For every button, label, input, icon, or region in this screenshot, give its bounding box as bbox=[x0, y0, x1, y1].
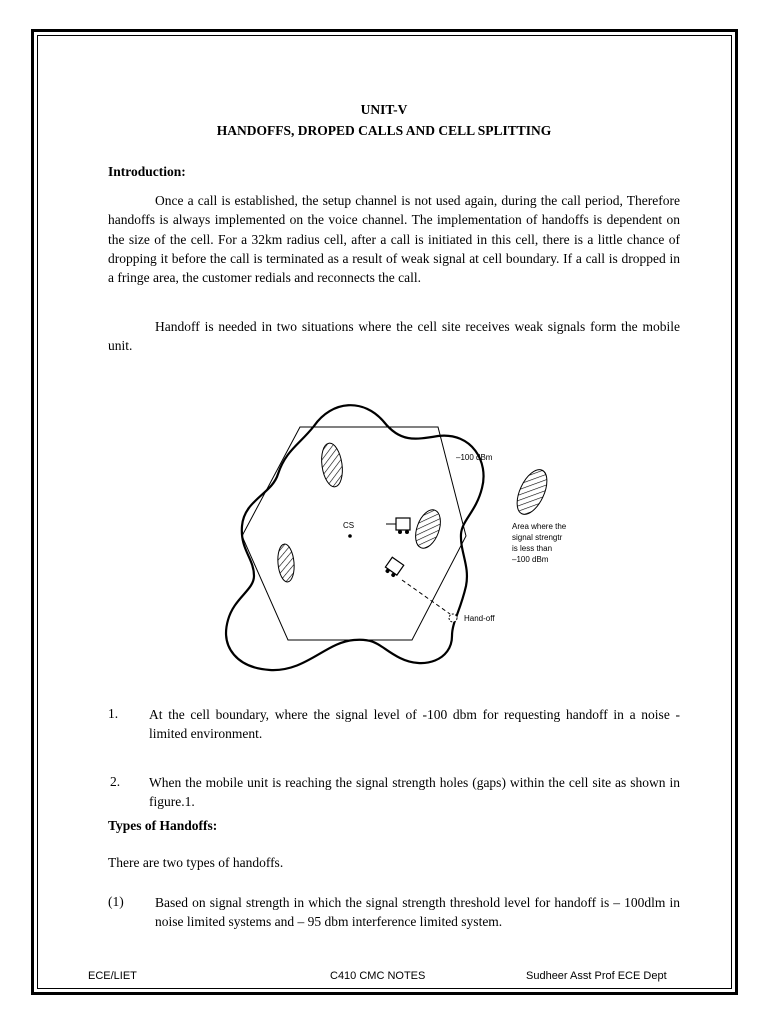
cell-site-dot bbox=[348, 534, 352, 538]
signal-hole-1 bbox=[319, 442, 345, 488]
signal-hole-3 bbox=[276, 543, 295, 582]
types-intro: There are two types of handoffs. bbox=[108, 855, 284, 870]
label-area-4: –100 dBm bbox=[512, 555, 549, 564]
unit-title: UNIT-V bbox=[360, 102, 408, 117]
label-cs: CS bbox=[343, 521, 355, 530]
types-heading: Types of Handoffs: bbox=[108, 818, 218, 833]
vehicle-icon-2 bbox=[383, 557, 404, 578]
handoff-figure bbox=[214, 390, 574, 680]
vehicle-icon-1 bbox=[386, 518, 410, 534]
situation-1-number: 1. bbox=[108, 706, 119, 721]
handoff-need-paragraph: Handoff is needed in two situations where the cell site receives weak signals form the mobile unit. bbox=[108, 319, 680, 354]
handoff-point bbox=[449, 614, 457, 622]
movement-path bbox=[402, 580, 450, 614]
chapter-title: HANDOFFS, DROPED CALLS AND CELL SPLITTING bbox=[216, 123, 552, 138]
introduction-paragraph: Once a call is established, the setup channel is not used again, during the call period, Therefore handoffs is always implemented on the voice channel. The implementation of handoffs is dependent on the size of the cell. For a 32km radius cell, after a call is initiated in this cell, there is a little chance of dropping it before the call is terminated as a result of weak signal at cell boundary. If a call is dropped in a fringe area, the customer redials and reconnects the call. bbox=[108, 193, 680, 286]
label-dbm: –100 dBm bbox=[456, 453, 493, 462]
situation-2-number: 2. bbox=[110, 774, 121, 789]
footer-left: ECE/LIET bbox=[88, 970, 137, 982]
type-1-text: Based on signal strength in which the signal strength threshold level for handoff is – 100dlm in noise limited systems and – 95 dbm interference limited system. bbox=[155, 895, 680, 930]
situation-2-text: When the mobile unit is reaching the signal strength holes (gaps) within the cell site as shown in figure.1. bbox=[149, 775, 680, 810]
label-area-2: signal strengtr bbox=[512, 533, 563, 542]
signal-contour bbox=[226, 405, 483, 670]
introduction-heading: Introduction: bbox=[108, 164, 186, 179]
type-1-number: (1) bbox=[108, 894, 124, 909]
footer-center: C410 CMC NOTES bbox=[330, 970, 426, 982]
footer-right: Sudheer Asst Prof ECE Dept bbox=[526, 970, 667, 982]
signal-hole-2 bbox=[411, 506, 445, 551]
label-handoff: Hand-off bbox=[464, 614, 495, 623]
situation-1-text: At the cell boundary, where the signal level of -100 dbm for requesting handoff in a noise - limited environment. bbox=[149, 707, 680, 742]
label-area-3: is less than bbox=[512, 544, 553, 553]
signal-hole-legend bbox=[511, 465, 553, 519]
label-area-1: Area where the bbox=[512, 522, 567, 531]
